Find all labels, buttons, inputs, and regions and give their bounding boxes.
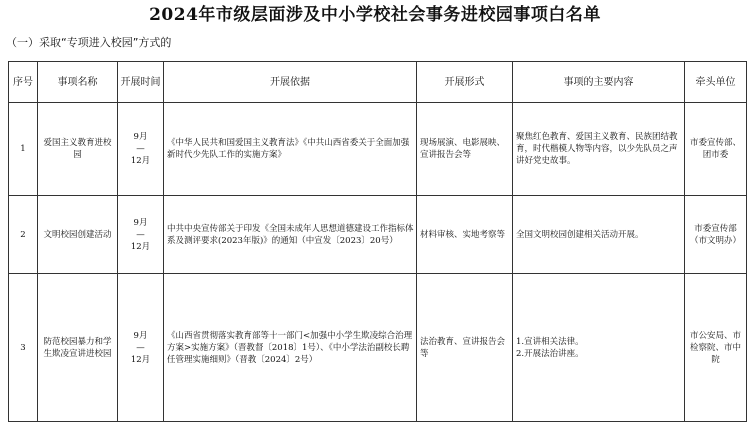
row-time <box>118 103 164 196</box>
table-row <box>9 103 747 196</box>
row-seq: 2 <box>9 196 38 274</box>
header-name: 事项名称 <box>38 62 118 103</box>
row-time <box>118 196 164 274</box>
row-seq: 1 <box>9 103 38 196</box>
row-basis: 《山西省贯彻落实教育部等十一部门<加强中小学生欺凌综合治理方案>实施方案》（晋教督〔2018〕1号）、《中小学法治副校长聘任管理实施细则》（晋教〔2024〕2号） <box>164 274 417 422</box>
header-time: 开展时间 <box>118 62 164 103</box>
time-start: 9月 <box>133 330 148 341</box>
whitelist-table <box>8 61 747 422</box>
row-content: 全国文明校园创建相关活动开展。 <box>513 196 685 274</box>
row-name: 防范校园暴力和学生欺凌宣讲进校园 <box>38 274 118 422</box>
table-row <box>9 196 747 274</box>
time-dash: — <box>136 144 145 154</box>
time-dash: — <box>136 229 145 240</box>
content-item: 2.开展法治讲座。 <box>516 348 584 359</box>
row-form: 法治教育、宣讲报告会等 <box>417 274 513 422</box>
table-header-row <box>9 62 747 103</box>
row-content <box>513 274 685 422</box>
content-item: 1.宣讲相关法律。 <box>516 336 584 347</box>
row-lead: 市公安局、市检察院、市中院 <box>685 274 747 422</box>
header-basis: 开展依据 <box>164 62 417 103</box>
time-end: 12月 <box>130 241 151 252</box>
row-name: 文明校园创建活动 <box>38 196 118 274</box>
header-content: 事项的主要内容 <box>513 62 685 103</box>
row-time <box>118 274 164 422</box>
table-row <box>9 274 747 422</box>
header-form: 开展形式 <box>417 62 513 103</box>
time-dash: — <box>136 342 145 353</box>
time-end: 12月 <box>130 156 151 166</box>
section-heading: （一）采取“专项进入校园”方式的 <box>6 36 172 49</box>
row-name: 爱国主义教育进校园 <box>38 103 118 196</box>
time-end: 12月 <box>130 354 151 365</box>
row-lead: 市委宣传部、团市委 <box>685 103 747 196</box>
row-basis: 中共中央宣传部关于印发《全国未成年人思想道德建设工作指标体系及测评要求(2023年版)》的通知（中宣发〔2023〕20号） <box>164 196 417 274</box>
row-content: 聚焦红色教育、爱国主义教育、民族团结教育，时代楷模人物等内容，以少先队员之声讲好党史故事。 <box>513 103 685 196</box>
time-start: 9月 <box>133 217 148 228</box>
row-form: 现场展演、电影展映、宣讲报告会等 <box>417 103 513 196</box>
row-lead: 市委宣传部（市文明办） <box>685 196 747 274</box>
row-basis: 《中华人民共和国爱国主义教育法》《中共山西省委关于全面加强新时代少先队工作的实施方案》 <box>164 103 417 196</box>
header-lead: 牵头单位 <box>685 62 747 103</box>
time-start: 9月 <box>133 132 148 142</box>
document-title: 2024年市级层面涉及中小学校社会事务进校园事项白名单 <box>149 5 601 25</box>
header-seq: 序号 <box>9 62 38 103</box>
row-form: 材料审核、实地考察等 <box>417 196 513 274</box>
row-seq: 3 <box>9 274 38 422</box>
